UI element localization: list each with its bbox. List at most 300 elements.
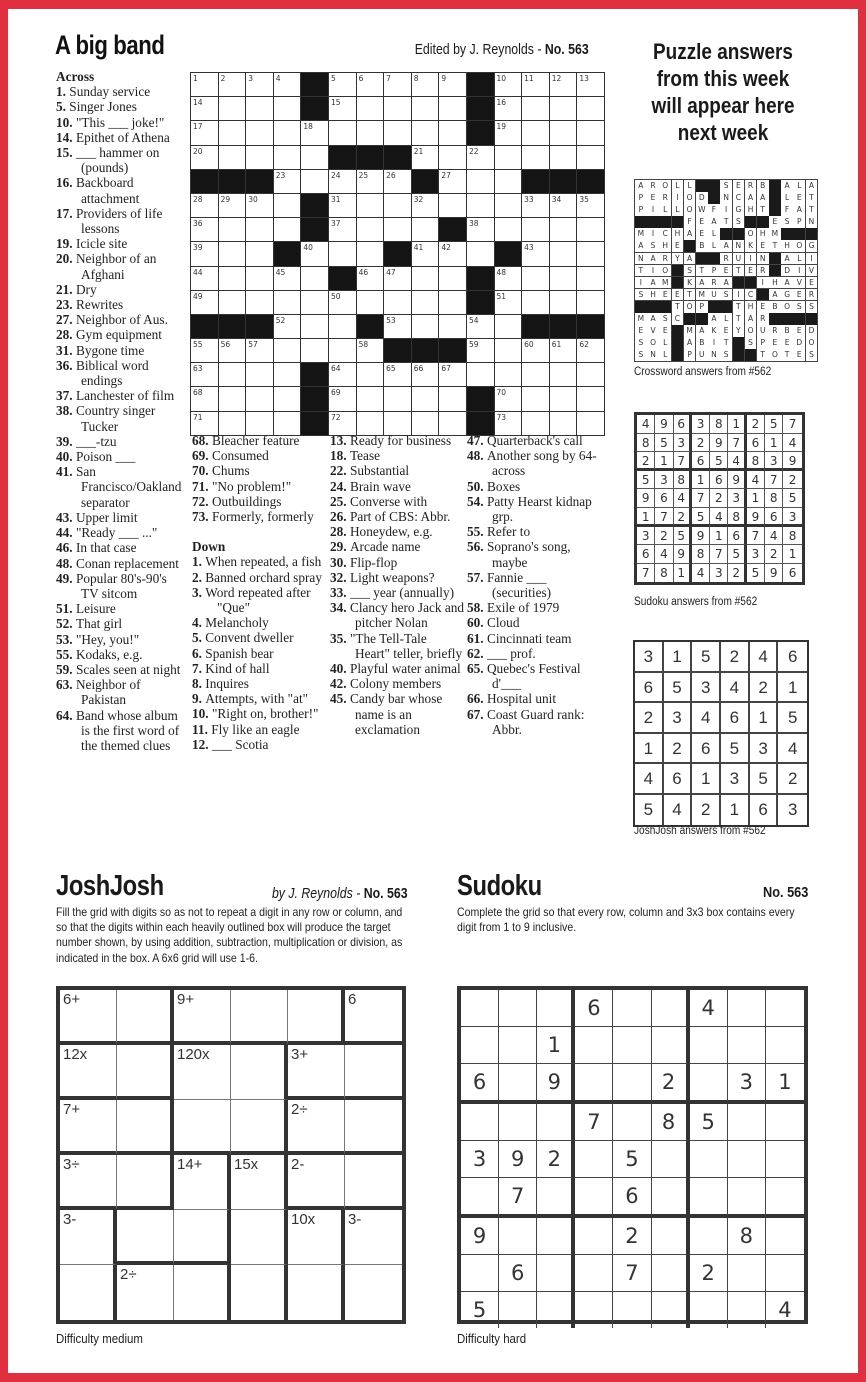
crossword-cell[interactable]: [357, 170, 384, 193]
crossword-cell[interactable]: [495, 339, 522, 362]
crossword-cell[interactable]: [246, 121, 273, 144]
crossword-cell[interactable]: [522, 218, 549, 241]
crossword-cell[interactable]: [357, 267, 384, 290]
crossword-cell[interactable]: [191, 146, 218, 169]
joshjosh-cell[interactable]: [174, 1045, 231, 1100]
crossword-cell[interactable]: [246, 97, 273, 120]
joshjosh-cell[interactable]: [345, 1210, 402, 1265]
sudoku-empty-cell[interactable]: [613, 990, 651, 1027]
crossword-cell[interactable]: [439, 121, 466, 144]
crossword-cell[interactable]: [329, 412, 356, 435]
crossword-cell[interactable]: [439, 412, 466, 435]
crossword-cell[interactable]: [467, 315, 494, 338]
crossword-cell[interactable]: [329, 194, 356, 217]
crossword-cell[interactable]: [219, 363, 246, 386]
crossword-cell[interactable]: [329, 218, 356, 241]
crossword-cell[interactable]: [495, 97, 522, 120]
crossword-cell[interactable]: [550, 218, 577, 241]
crossword-cell[interactable]: [384, 412, 411, 435]
crossword-black-square: [577, 315, 604, 338]
crossword-cell[interactable]: [577, 412, 604, 435]
crossword-cell[interactable]: [495, 363, 522, 386]
joshjosh-cell[interactable]: [231, 1045, 288, 1100]
crossword-cell[interactable]: [384, 387, 411, 410]
crossword-cell[interactable]: [550, 242, 577, 265]
crossword-cell[interactable]: [439, 363, 466, 386]
joshjosh-cell[interactable]: [174, 1100, 231, 1155]
sudoku-empty-cell[interactable]: [652, 1141, 690, 1178]
crossword-cell[interactable]: [329, 387, 356, 410]
crossword-cell[interactable]: [191, 97, 218, 120]
crossword-cell[interactable]: [219, 267, 246, 290]
crossword-cell[interactable]: [301, 242, 328, 265]
sudoku-empty-cell[interactable]: [728, 1141, 766, 1178]
crossword-cell[interactable]: [329, 242, 356, 265]
crossword-cell[interactable]: [412, 363, 439, 386]
crossword-cell[interactable]: [191, 363, 218, 386]
crossword-cell[interactable]: [274, 121, 301, 144]
sudoku-empty-cell[interactable]: [613, 1064, 651, 1104]
crossword-cell[interactable]: [191, 194, 218, 217]
crossword-cell[interactable]: [550, 73, 577, 96]
crossword-cell[interactable]: [522, 363, 549, 386]
joshjosh-cell[interactable]: [174, 1210, 231, 1265]
crossword-cell[interactable]: [246, 339, 273, 362]
sudoku-empty-cell[interactable]: [766, 1104, 804, 1141]
crossword-cell[interactable]: [550, 387, 577, 410]
crossword-cell[interactable]: [384, 121, 411, 144]
crossword-cell[interactable]: [219, 121, 246, 144]
crossword-cell[interactable]: [191, 218, 218, 241]
joshjosh-cell[interactable]: [60, 990, 117, 1045]
crossword-cell[interactable]: [577, 387, 604, 410]
crossword-cell[interactable]: [412, 412, 439, 435]
crossword-cell[interactable]: [329, 315, 356, 338]
clue-number: 73.: [192, 509, 212, 525]
crossword-cell[interactable]: [384, 267, 411, 290]
crossword-cell[interactable]: [577, 121, 604, 144]
crossword-cell[interactable]: [329, 170, 356, 193]
sudoku-empty-cell[interactable]: [537, 1292, 575, 1328]
crossword-cell[interactable]: [274, 97, 301, 120]
crossword-cell[interactable]: [274, 339, 301, 362]
crossword-cell[interactable]: [301, 267, 328, 290]
clue-number: 62.: [467, 645, 487, 661]
crossword-cell[interactable]: [274, 146, 301, 169]
crossword-cell[interactable]: [439, 291, 466, 314]
sudoku-empty-cell[interactable]: [537, 1178, 575, 1218]
sudoku-empty-cell[interactable]: [766, 1255, 804, 1292]
sudoku-empty-cell[interactable]: [461, 1027, 499, 1064]
joshjosh-cell[interactable]: [117, 1045, 174, 1100]
clue-item: [330, 661, 465, 676]
crossword-cell[interactable]: [357, 339, 384, 362]
crossword-cell[interactable]: [246, 218, 273, 241]
joshjosh-cell[interactable]: [60, 1045, 117, 1100]
sudoku-empty-cell[interactable]: [537, 1255, 575, 1292]
sudoku-empty-cell[interactable]: [766, 1218, 804, 1255]
joshjosh-cell[interactable]: [60, 1155, 117, 1210]
sudoku-empty-cell[interactable]: [690, 1218, 728, 1255]
joshjosh-cell[interactable]: [60, 1210, 117, 1265]
crossword-cell[interactable]: [495, 387, 522, 410]
crossword-cell[interactable]: [522, 194, 549, 217]
crossword-cell[interactable]: [274, 315, 301, 338]
crossword-cell[interactable]: [412, 194, 439, 217]
crossword-cell[interactable]: [522, 267, 549, 290]
crossword-cell[interactable]: [301, 315, 328, 338]
sudoku-empty-cell[interactable]: [652, 1292, 690, 1328]
crossword-cell[interactable]: [329, 363, 356, 386]
crossword-cell[interactable]: [495, 267, 522, 290]
sudoku-empty-cell[interactable]: [613, 1027, 651, 1064]
crossword-cell[interactable]: [246, 267, 273, 290]
sudoku-empty-cell[interactable]: [461, 1104, 499, 1141]
sudoku-empty-cell[interactable]: [537, 1218, 575, 1255]
joshjosh-cell[interactable]: [231, 1100, 288, 1155]
sudoku-empty-cell[interactable]: [575, 1255, 613, 1292]
sudoku-empty-cell[interactable]: [461, 1255, 499, 1292]
crossword-cell[interactable]: [246, 146, 273, 169]
crossword-cell[interactable]: [329, 291, 356, 314]
crossword-cell[interactable]: [495, 315, 522, 338]
joshjosh-cell[interactable]: [288, 1265, 345, 1320]
crossword-cell[interactable]: [577, 267, 604, 290]
crossword-cell[interactable]: [577, 146, 604, 169]
crossword-cell[interactable]: [439, 387, 466, 410]
joshjosh-cell[interactable]: [288, 1045, 345, 1100]
clue-item: [192, 494, 327, 509]
sudoku-empty-cell[interactable]: [461, 1178, 499, 1218]
crossword-cell[interactable]: [495, 291, 522, 314]
crossword-cell[interactable]: [522, 412, 549, 435]
crossword-cell[interactable]: [467, 242, 494, 265]
sudoku-empty-cell[interactable]: [652, 1255, 690, 1292]
crossword-cell[interactable]: [357, 218, 384, 241]
crossword-cell[interactable]: [412, 242, 439, 265]
crossword-cell[interactable]: [384, 291, 411, 314]
crossword-cell[interactable]: [357, 363, 384, 386]
sudoku-empty-cell[interactable]: [652, 1027, 690, 1064]
crossword-cell[interactable]: [357, 291, 384, 314]
crossword-cell[interactable]: [495, 73, 522, 96]
crossword-cell[interactable]: [301, 121, 328, 144]
sudoku-empty-cell[interactable]: [728, 1027, 766, 1064]
crossword-cell[interactable]: [219, 218, 246, 241]
crossword-cell[interactable]: [439, 73, 466, 96]
crossword-cell[interactable]: [274, 194, 301, 217]
joshjosh-cell[interactable]: [117, 990, 174, 1045]
crossword-cell[interactable]: [412, 73, 439, 96]
joshjosh-cell[interactable]: [345, 1265, 402, 1320]
crossword-cell[interactable]: [219, 339, 246, 362]
joshjosh-cell[interactable]: [345, 1045, 402, 1100]
crossword-cell[interactable]: [274, 291, 301, 314]
crossword-cell[interactable]: [412, 291, 439, 314]
sudoku-empty-cell[interactable]: [499, 1292, 537, 1328]
crossword-cell[interactable]: [274, 363, 301, 386]
crossword-cell[interactable]: [467, 146, 494, 169]
clue-text: Popular 80's-90's TV sitcom: [75, 570, 167, 601]
answer-digit: 9: [765, 564, 783, 583]
crossword-cell[interactable]: [246, 363, 273, 386]
crossword-cell[interactable]: [412, 315, 439, 338]
crossword-cell[interactable]: [191, 121, 218, 144]
clue-number: 28.: [56, 327, 76, 343]
crossword-cell[interactable]: [439, 315, 466, 338]
clue-number: 55.: [56, 646, 76, 662]
answer-black-square: [781, 228, 793, 240]
crossword-cell[interactable]: [191, 339, 218, 362]
crossword-cell[interactable]: [357, 121, 384, 144]
sudoku-empty-cell[interactable]: [499, 1218, 537, 1255]
joshjosh-cell[interactable]: [117, 1265, 174, 1320]
sudoku-empty-cell[interactable]: [499, 1104, 537, 1141]
crossword-cell[interactable]: [495, 412, 522, 435]
sudoku-empty-cell[interactable]: [690, 1292, 728, 1328]
sudoku-empty-cell[interactable]: [652, 1178, 690, 1218]
crossword-cell[interactable]: [522, 121, 549, 144]
joshjosh-cell[interactable]: [345, 1155, 402, 1210]
crossword-cell[interactable]: [412, 267, 439, 290]
crossword-cell[interactable]: [522, 242, 549, 265]
crossword-cell[interactable]: [439, 267, 466, 290]
crossword-cell[interactable]: [412, 387, 439, 410]
answer-letter: A: [708, 313, 720, 325]
crossword-cell[interactable]: [219, 242, 246, 265]
joshjosh-cell[interactable]: [174, 990, 231, 1045]
crossword-cell[interactable]: [550, 339, 577, 362]
sudoku-empty-cell[interactable]: [499, 1064, 537, 1104]
joshjosh-cell[interactable]: [231, 1155, 288, 1210]
joshjosh-cell[interactable]: [231, 1210, 288, 1265]
crossword-cell[interactable]: [384, 194, 411, 217]
sudoku-empty-cell[interactable]: [537, 990, 575, 1027]
sudoku-empty-cell[interactable]: [575, 1292, 613, 1328]
crossword-cell[interactable]: [329, 73, 356, 96]
crossword-cell[interactable]: [191, 387, 218, 410]
joshjosh-cell[interactable]: [288, 990, 345, 1045]
sudoku-empty-cell[interactable]: [728, 1178, 766, 1218]
crossword-cell[interactable]: [219, 97, 246, 120]
crossword-cell[interactable]: [412, 121, 439, 144]
crossword-cell[interactable]: [550, 267, 577, 290]
crossword-cell[interactable]: [274, 73, 301, 96]
crossword-cell[interactable]: [274, 267, 301, 290]
crossword-cell[interactable]: [219, 146, 246, 169]
crossword-cell[interactable]: [357, 97, 384, 120]
joshjosh-cell[interactable]: [117, 1100, 174, 1155]
crossword-cell[interactable]: [329, 97, 356, 120]
crossword-cell[interactable]: [495, 194, 522, 217]
crossword-cell[interactable]: [246, 194, 273, 217]
joshjosh-cell[interactable]: [60, 1265, 117, 1320]
sudoku-empty-cell[interactable]: [690, 1064, 728, 1104]
sudoku-empty-cell[interactable]: [766, 990, 804, 1027]
joshjosh-cell[interactable]: [60, 1100, 117, 1155]
crossword-cell[interactable]: [577, 218, 604, 241]
clue-number: 59.: [56, 661, 76, 677]
joshjosh-cell[interactable]: [345, 990, 402, 1045]
sudoku-empty-cell[interactable]: [575, 1178, 613, 1218]
answer-digit: 7: [637, 564, 655, 583]
joshjosh-cell[interactable]: [231, 1265, 288, 1320]
crossword-cell[interactable]: [412, 97, 439, 120]
crossword-cell[interactable]: [467, 339, 494, 362]
crossword-cell[interactable]: [439, 242, 466, 265]
crossword-cell[interactable]: [329, 121, 356, 144]
crossword-cell[interactable]: [495, 146, 522, 169]
crossword-cell[interactable]: [219, 291, 246, 314]
crossword-cell[interactable]: [522, 73, 549, 96]
crossword-cell[interactable]: [439, 146, 466, 169]
sudoku-empty-cell[interactable]: [613, 1292, 651, 1328]
crossword-cell[interactable]: [274, 412, 301, 435]
crossword-cell[interactable]: [329, 339, 356, 362]
crossword-cell[interactable]: [550, 97, 577, 120]
crossword-cell[interactable]: [522, 387, 549, 410]
crossword-cell[interactable]: [301, 339, 328, 362]
sudoku-empty-cell[interactable]: [613, 1104, 651, 1141]
crossword-cell[interactable]: [301, 146, 328, 169]
crossword-cell[interactable]: [550, 291, 577, 314]
crossword-cell[interactable]: [384, 218, 411, 241]
crossword-cell[interactable]: [219, 73, 246, 96]
crossword-cell[interactable]: [219, 194, 246, 217]
sudoku-empty-cell[interactable]: [652, 990, 690, 1027]
joshjosh-cell[interactable]: [288, 1210, 345, 1265]
crossword-cell[interactable]: [467, 218, 494, 241]
sudoku-empty-cell[interactable]: [499, 990, 537, 1027]
sudoku-empty-cell[interactable]: [766, 1141, 804, 1178]
sudoku-empty-cell[interactable]: [690, 1178, 728, 1218]
crossword-cell[interactable]: [550, 412, 577, 435]
crossword-cell[interactable]: [439, 170, 466, 193]
crossword-cell[interactable]: [357, 412, 384, 435]
crossword-cell[interactable]: [577, 73, 604, 96]
crossword-cell[interactable]: [412, 218, 439, 241]
crossword-cell[interactable]: [550, 194, 577, 217]
crossword-cell[interactable]: [522, 146, 549, 169]
sudoku-empty-cell[interactable]: [575, 1141, 613, 1178]
joshjosh-cell[interactable]: [174, 1155, 231, 1210]
crossword-cell[interactable]: [246, 73, 273, 96]
crossword-cell[interactable]: [467, 170, 494, 193]
crossword-cell[interactable]: [274, 218, 301, 241]
sudoku-empty-cell[interactable]: [575, 1218, 613, 1255]
crossword-cell[interactable]: [439, 97, 466, 120]
sudoku-empty-cell[interactable]: [690, 1027, 728, 1064]
crossword-cell[interactable]: [550, 363, 577, 386]
crossword-cell[interactable]: [522, 97, 549, 120]
crossword-cell[interactable]: [301, 170, 328, 193]
crossword-cell[interactable]: [246, 291, 273, 314]
crossword-cell[interactable]: [412, 146, 439, 169]
sudoku-empty-cell[interactable]: [652, 1218, 690, 1255]
sudoku-empty-cell[interactable]: [461, 990, 499, 1027]
crossword-cell[interactable]: [439, 194, 466, 217]
crossword-cell[interactable]: [577, 339, 604, 362]
crossword-cell[interactable]: [384, 170, 411, 193]
crossword-cell[interactable]: [577, 291, 604, 314]
joshjosh-cell[interactable]: [288, 1100, 345, 1155]
crossword-cell[interactable]: [384, 97, 411, 120]
sudoku-empty-cell[interactable]: [499, 1027, 537, 1064]
crossword-cell[interactable]: [467, 363, 494, 386]
crossword-cell[interactable]: [357, 387, 384, 410]
crossword-cell[interactable]: [467, 194, 494, 217]
sudoku-empty-cell[interactable]: [728, 1104, 766, 1141]
joshjosh-cell[interactable]: [174, 1265, 231, 1320]
sudoku-empty-cell[interactable]: [728, 1255, 766, 1292]
joshjosh-cell[interactable]: [345, 1100, 402, 1155]
joshjosh-cell[interactable]: [231, 990, 288, 1045]
crossword-cell[interactable]: [191, 412, 218, 435]
crossword-cell[interactable]: [495, 170, 522, 193]
crossword-cell[interactable]: [246, 412, 273, 435]
clue-text: Country singer Tucker: [75, 403, 156, 434]
crossword-cell[interactable]: [357, 73, 384, 96]
crossword-cell[interactable]: [384, 363, 411, 386]
crossword-cell[interactable]: [550, 146, 577, 169]
crossword-cell[interactable]: [219, 412, 246, 435]
answer-digit: 9: [655, 415, 673, 434]
crossword-cell[interactable]: [495, 121, 522, 144]
crossword-cell[interactable]: [191, 291, 218, 314]
sudoku-empty-cell[interactable]: [575, 1064, 613, 1104]
sudoku-empty-cell[interactable]: [575, 1027, 613, 1064]
joshjosh-cell[interactable]: [117, 1210, 174, 1265]
sudoku-empty-cell[interactable]: [728, 1292, 766, 1328]
crossword-cell[interactable]: [191, 73, 218, 96]
joshjosh-cell[interactable]: [117, 1155, 174, 1210]
sudoku-empty-cell[interactable]: [766, 1027, 804, 1064]
crossword-cell[interactable]: [522, 291, 549, 314]
crossword-cell[interactable]: [384, 73, 411, 96]
crossword-cell[interactable]: [191, 242, 218, 265]
sudoku-empty-cell[interactable]: [690, 1141, 728, 1178]
crossword-cell[interactable]: [577, 97, 604, 120]
crossword-cell[interactable]: [495, 218, 522, 241]
clue-number: 50.: [467, 478, 487, 494]
crossword-cell[interactable]: [577, 242, 604, 265]
crossword-cell[interactable]: [246, 242, 273, 265]
crossword-black-square: [301, 194, 328, 217]
crossword-cell[interactable]: [550, 121, 577, 144]
crossword-black-square: [384, 242, 411, 265]
sudoku-empty-cell[interactable]: [537, 1104, 575, 1141]
cage-target-label: 7+: [63, 1101, 81, 1118]
crossword-cell[interactable]: [219, 387, 246, 410]
crossword-cell[interactable]: [274, 170, 301, 193]
crossword-cell[interactable]: [274, 387, 301, 410]
crossword-cell[interactable]: [301, 291, 328, 314]
crossword-cell[interactable]: [357, 242, 384, 265]
crossword-cell[interactable]: [191, 267, 218, 290]
crossword-cell[interactable]: [577, 363, 604, 386]
crossword-cell[interactable]: [357, 194, 384, 217]
crossword-cell[interactable]: [577, 194, 604, 217]
sudoku-empty-cell[interactable]: [766, 1178, 804, 1218]
crossword-cell[interactable]: [384, 315, 411, 338]
joshjosh-cell[interactable]: [288, 1155, 345, 1210]
clue-item: [330, 585, 465, 600]
answer-letter: R: [720, 253, 732, 265]
answer-digit: 7: [674, 452, 692, 471]
crossword-cell[interactable]: [246, 387, 273, 410]
sudoku-empty-cell[interactable]: [728, 990, 766, 1027]
crossword-cell[interactable]: [522, 339, 549, 362]
